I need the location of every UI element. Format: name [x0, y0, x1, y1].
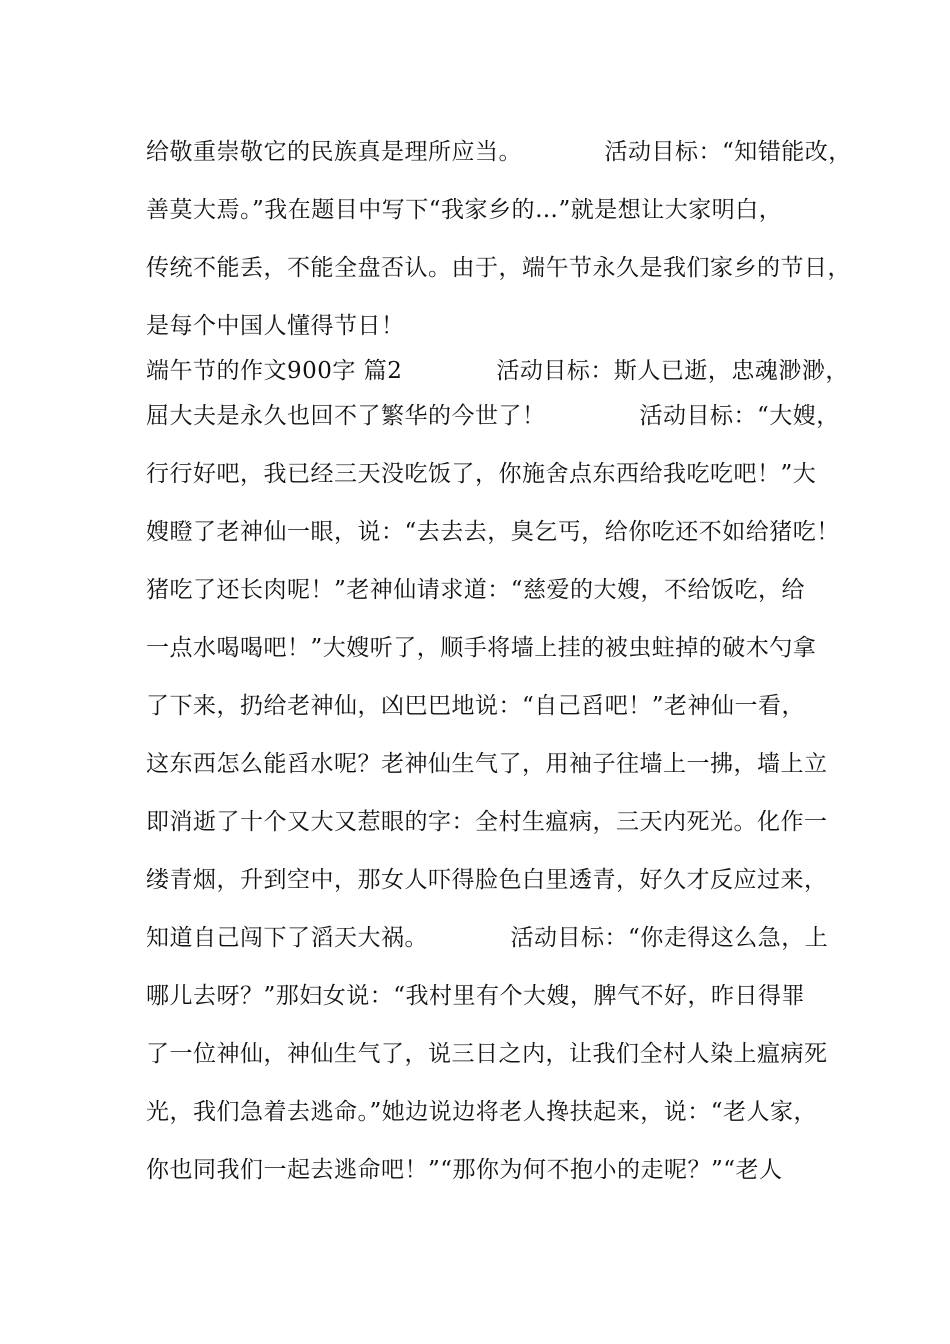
text-line: 这东西怎么能舀水呢？老神仙生气了，用袖子往墙上一拂，墙上立: [146, 751, 828, 777]
body-text: [146, 130, 852, 1206]
text-line: 一点水喝喝吧！”大嫂听了，顺手将墙上挂的被虫蛀掉的破木勺拿: [146, 635, 817, 661]
text-line: 屈大夫是永久也回不了繁华的今世了！ 活动目标：“大嫂，: [146, 403, 840, 429]
text-line: 是每个中国人懂得节日！: [146, 313, 405, 339]
text-line: 知道自己闯下了滔天大祸。 活动目标：“你走得这么急，上: [146, 925, 829, 951]
text-line: 善莫大焉。”我在题目中写下“我家乡的…”就是想让大家明白，: [146, 197, 783, 223]
text-line: 即消逝了十个又大又惹眼的字：全村生瘟病，三天内死光。化作一: [146, 809, 828, 835]
text-line: 哪儿去呀？”那妇女说：“我村里有个大嫂，脾气不好，昨日得罪: [146, 983, 806, 1009]
text-line: 传统不能丢，不能全盘否认。由于，端午节永久是我们家乡的节日，: [146, 255, 851, 281]
text-line: 了一位神仙，神仙生气了，说三日之内，让我们全村人染上瘟病死: [146, 1041, 828, 1067]
text-line: 了下来，扔给老神仙，凶巴巴地说：“自己舀吧！”老神仙一看，: [146, 693, 806, 719]
text-line: 猪吃了还长肉呢！”老神仙请求道：“慈爱的大嫂，不给饭吃，给: [146, 577, 806, 603]
text-line: 给敬重崇敬它的民族真是理所应当。 活动目标：“知错能改，: [146, 139, 852, 165]
text-line: 光，我们急着去逃命。”她边说边将老人搀扶起来，说：“老人家，: [146, 1099, 818, 1125]
text-line: 嫂瞪了老神仙一眼，说：“去去去，臭乞丐，给你吃还不如给猪吃！: [146, 519, 840, 545]
section-heading-line: 端午节的作文900字 篇2 活动目标：斯人已逝，忠魂渺渺，: [146, 358, 849, 384]
text-line: 缕青烟，升到空中，那女人吓得脸色白里透青，好久才反应过来，: [146, 867, 828, 893]
text-line: 你也同我们一起去逃命吧！”“那你为何不抱小的走呢？”“老人: [146, 1157, 783, 1183]
text-line: 行行好吧，我已经三天没吃饭了，你施舍点东西给我吃吃吧！”大: [146, 461, 817, 487]
